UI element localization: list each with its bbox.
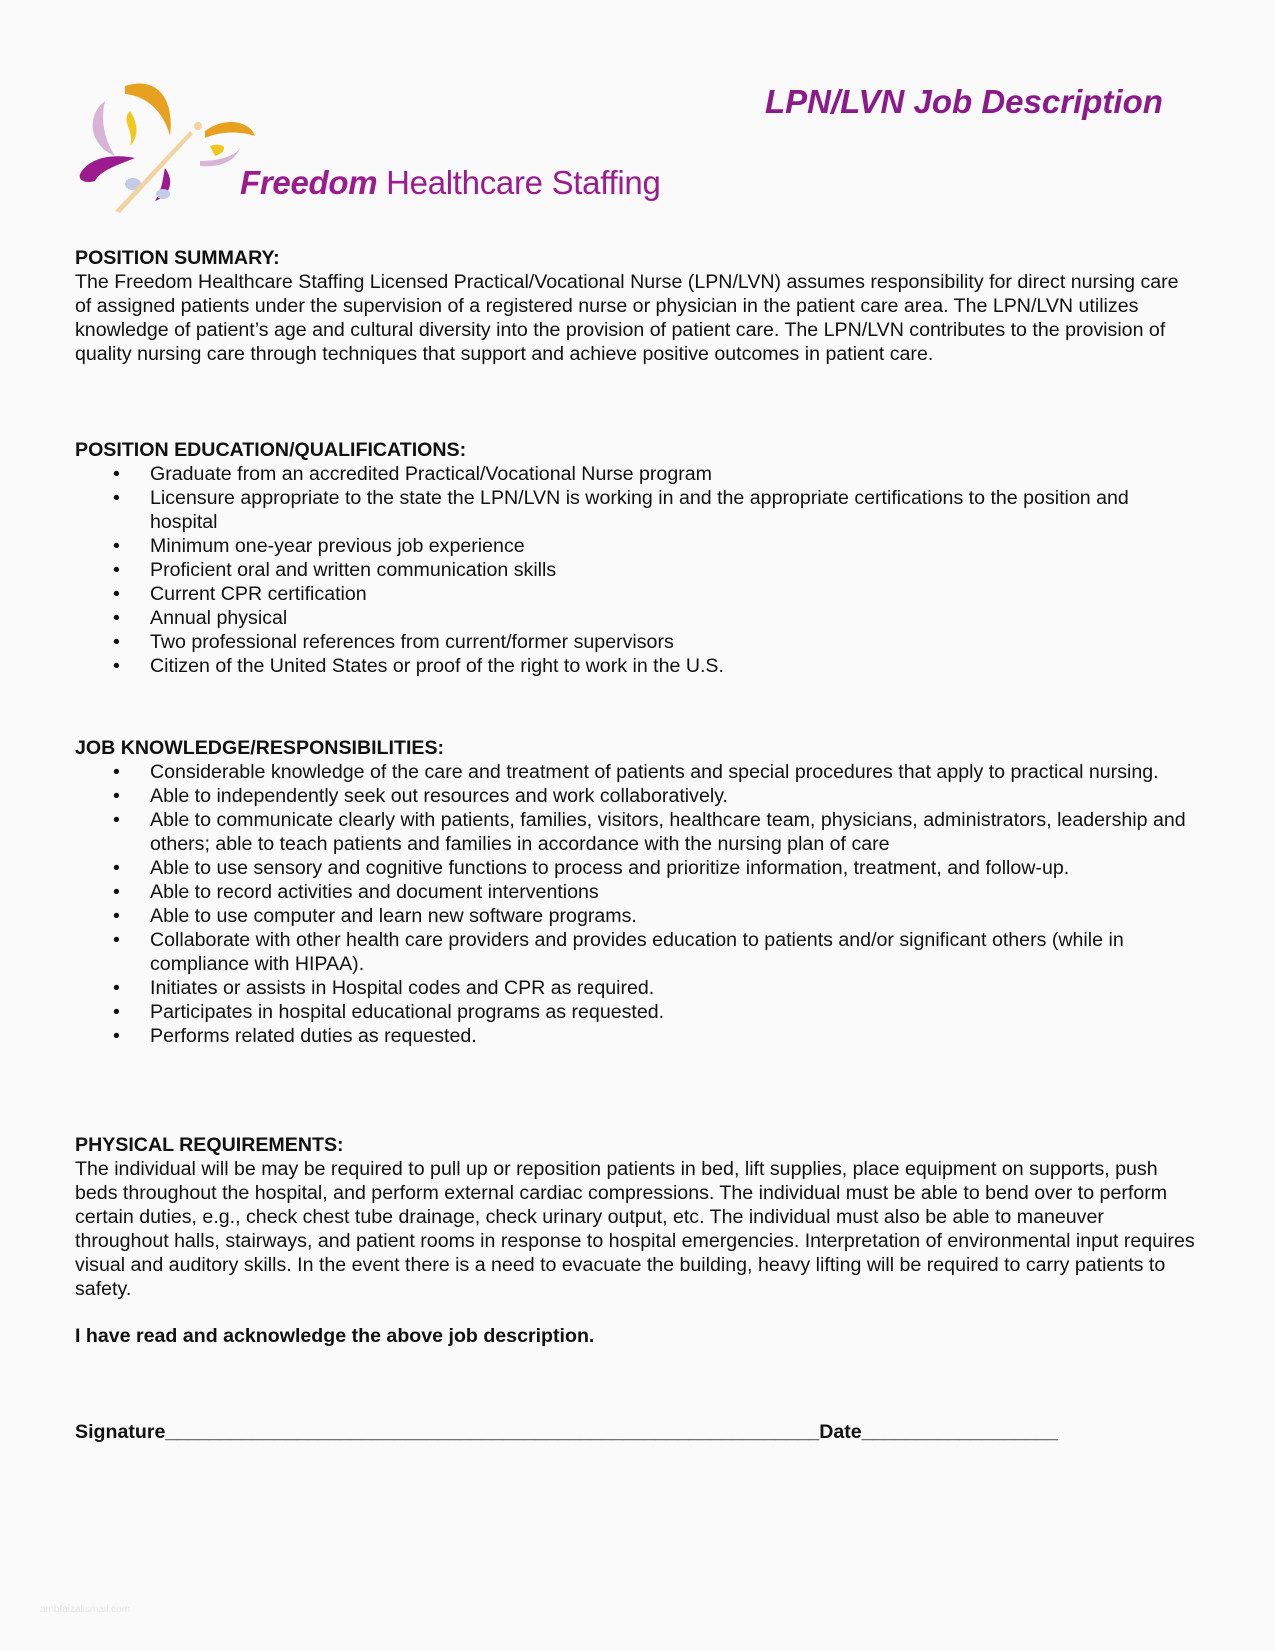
signature-row <box>75 1420 1058 1444</box>
physical-paragraph: The individual will be may be required to pull up or reposition patients in bed, lift supplies, place equipment on supports, push beds throughout the hospital, and perform external cardiac compressions. The individual must be able to bend over to perform certain duties, e.g., check chest tube drainage, check urinary output, etc. The individual must also be able to maneuver throughout halls, stairways, and patient rooms in response to hospital emergencies. Interpretation of environmental input requires visual and auditory skills. In the event there is a need to evacuate the building, heavy lifting will be required to carry patients to safety. <box>75 1158 1195 1300</box>
list-item: • Able to use computer and learn new software programs. <box>75 904 1200 928</box>
list-item: • Proficient oral and written communication skills <box>75 558 1200 582</box>
responsibilities-section <box>75 736 1200 1048</box>
list-item: • Licensure appropriate to the state the LPN/LVN is working in and the appropriate certifications to the position and hospital <box>75 486 1200 534</box>
acknowledgement-statement: I have read and acknowledge the above job description. <box>75 1325 595 1347</box>
education-section <box>75 438 1200 678</box>
signature-line[interactable]: ____________________________________________________________ <box>165 1421 820 1443</box>
list-item: • Able to record activities and document interventions <box>75 880 1200 904</box>
education-list <box>75 462 1200 678</box>
responsibilities-list <box>75 760 1200 1048</box>
list-item: • Participates in hospital educational programs as requested. <box>75 1000 1200 1024</box>
watermark: ambfaizalismail.com <box>40 1604 131 1615</box>
list-item: • Minimum one-year previous job experience <box>75 534 1200 558</box>
summary-paragraph: The Freedom Healthcare Staffing Licensed Practical/Vocational Nurse (LPN/LVN) assumes responsibility for direct nursing care of assigned patients under the supervision of a registered nurse or physician in the patient care area. The LPN/LVN utilizes knowledge of patient’s age and cultural diversity into the provision of patient care. The LPN/LVN contributes to the provision of quality nursing care through techniques that support and achieve positive outcomes in patient care. <box>75 271 1179 365</box>
list-item: • Considerable knowledge of the care and treatment of patients and special procedures that apply to practical nursing. <box>75 760 1200 784</box>
list-item: • Annual physical <box>75 606 1200 630</box>
logo-brand-rest: Healthcare Staffing <box>386 164 661 201</box>
section-heading: POSITION SUMMARY: <box>75 247 280 269</box>
section-heading: PHYSICAL REQUIREMENTS: <box>75 1134 344 1156</box>
list-item: • Current CPR certification <box>75 582 1200 606</box>
logo-brand-bold: Freedom <box>240 164 378 201</box>
list-item: • Able to communicate clearly with patients, families, visitors, healthcare team, physicians, administrators, leadership and others; able to teach patients and families in accordance with the nursing plan of care <box>75 808 1200 856</box>
list-item: • Graduate from an accredited Practical/Vocational Nurse program <box>75 462 1200 486</box>
document-title: LPN/LVN Job Description <box>765 83 1163 120</box>
physical-requirements-section <box>75 1133 1200 1301</box>
date-label: Date <box>819 1421 862 1443</box>
list-item: • Initiates or assists in Hospital codes and CPR as required. <box>75 976 1200 1000</box>
signature-label: Signature <box>75 1421 166 1443</box>
logo-brand-text <box>240 163 661 203</box>
section-heading: JOB KNOWLEDGE/RESPONSIBILITIES: <box>75 737 445 759</box>
position-summary-section <box>75 246 1200 366</box>
list-item: • Performs related duties as requested. <box>75 1024 1200 1048</box>
section-heading: POSITION EDUCATION/QUALIFICATIONS: <box>75 439 467 461</box>
list-item: • Citizen of the United States or proof of the right to work in the U.S. <box>75 654 1200 678</box>
list-item: • Able to use sensory and cognitive functions to process and prioritize information, treatment, and follow-up. <box>75 856 1200 880</box>
date-line[interactable]: __________________ <box>861 1421 1058 1443</box>
list-item: • Collaborate with other health care providers and provides education to patients and/or significant others (while in compliance with HIPAA). <box>75 928 1200 976</box>
list-item: • Able to independently seek out resources and work collaboratively. <box>75 784 1200 808</box>
list-item: • Two professional references from current/former supervisors <box>75 630 1200 654</box>
